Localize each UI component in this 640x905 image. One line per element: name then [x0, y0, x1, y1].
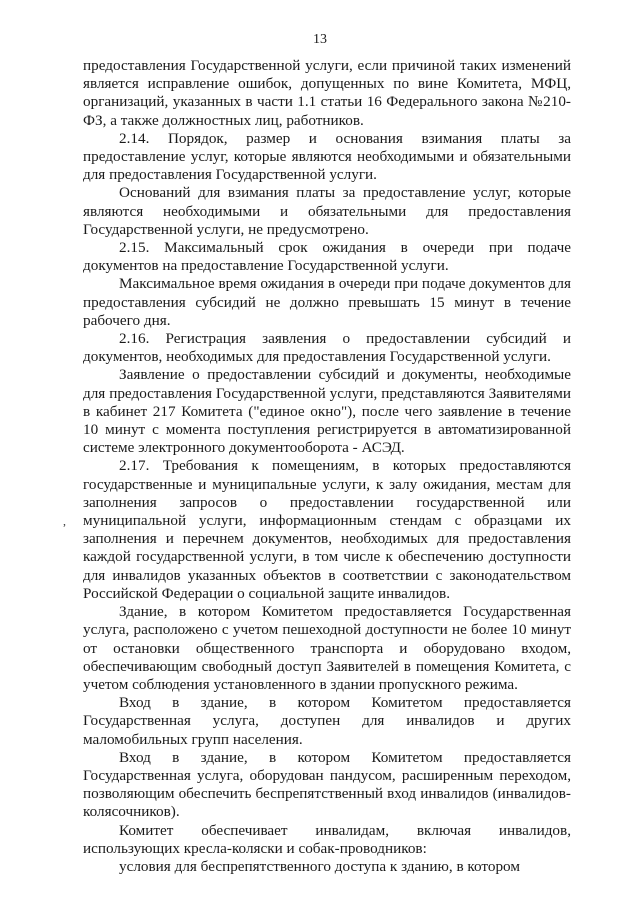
paragraph-2-14-heading: 2.14. Порядок, размер и основания взимания платы за предоставление услуг, которые являются необходимыми и обязательными для предоставления Государственной услуги. — [83, 129, 571, 184]
paragraph-committee-provides: Комитет обеспечивает инвалидам, включая инвалидов, использующих кресла-коляски и собак-проводников: — [83, 821, 571, 857]
paragraph-fee-basis: Оснований для взимания платы за предоставление услуг, которые являются необходимыми и обязательными для предоставления Государственной услуги, не предусмотрено. — [83, 184, 571, 238]
document-body — [83, 57, 571, 876]
paragraph-registration: Заявление о предоставлении субсидий и документы, необходимые для предоставления Государственной услуги, представляются Заявителями в кабинет 217 Комитета ("единое окно"), после чего заявление в течение 10 минут с момента поступления регистрируется в автоматизированной системе электронного документооборота - АСЭД. — [83, 366, 571, 457]
paragraph-building-location: Здание, в котором Комитетом предоставляется Государственная услуга, расположено с учетом пешеходной доступности не более 10 минут от остановки общественного транспорта и оборудовано входом, обеспечивающим свободный доступ Заявителей в помещения Комитета, с учетом соблюдения установленного в здании пропускного режима. — [83, 603, 571, 693]
margin-mark: , — [63, 514, 66, 528]
paragraph-2-17-heading: 2.17. Требования к помещениям, в которых предоставляются государственные и муниципальные услуги, к залу ожидания, местам для заполнения запросов о предоставлении государственной или муниципальной услуги, информационным стендам с образцами их заполнения и перечнем документов, необходимых для предоставления каждой государственной услуги, в том числе к обеспечению доступности для инвалидов указанных объектов в соответствии с законодательством Российской Федерации о социальной защите инвалидов. — [83, 457, 571, 602]
paragraph-entrance-ramp: Вход в здание, в котором Комитетом предоставляется Государственная услуга, оборудован пандусом, расширенным переходом, позволяющим обеспечить беспрепятственный вход инвалидов (инвалидов-колясочников). — [83, 748, 571, 821]
paragraph-entrance-access: Вход в здание, в котором Комитетом предоставляется Государственная услуга, доступен для инвалидов и других маломобильных групп населения. — [83, 694, 571, 748]
paragraph-2-15-heading: 2.15. Максимальный срок ожидания в очереди при подаче документов на предоставление Государственной услуги. — [83, 239, 571, 275]
paragraph-2-16-heading: 2.16. Регистрация заявления о предоставлении субсидий и документов, необходимых для предоставления Государственной услуги. — [83, 330, 571, 366]
page-number: 13 — [313, 32, 327, 47]
paragraph-max-wait: Максимальное время ожидания в очереди при подаче документов для предоставления субсидий не должно превышать 15 минут в течение рабочего дня. — [83, 275, 571, 329]
paragraph-conditions: условия для беспрепятственного доступа к зданию, в котором — [119, 857, 520, 875]
paragraph-continuation: предоставления Государственной услуги, если причиной таких изменений является исправление ошибок, допущенных по вине Комитета, МФЦ, организаций, указанных в части 1.1 статьи 16 Федерального закона №210-ФЗ, а также должностных лиц, работников. — [83, 57, 571, 129]
